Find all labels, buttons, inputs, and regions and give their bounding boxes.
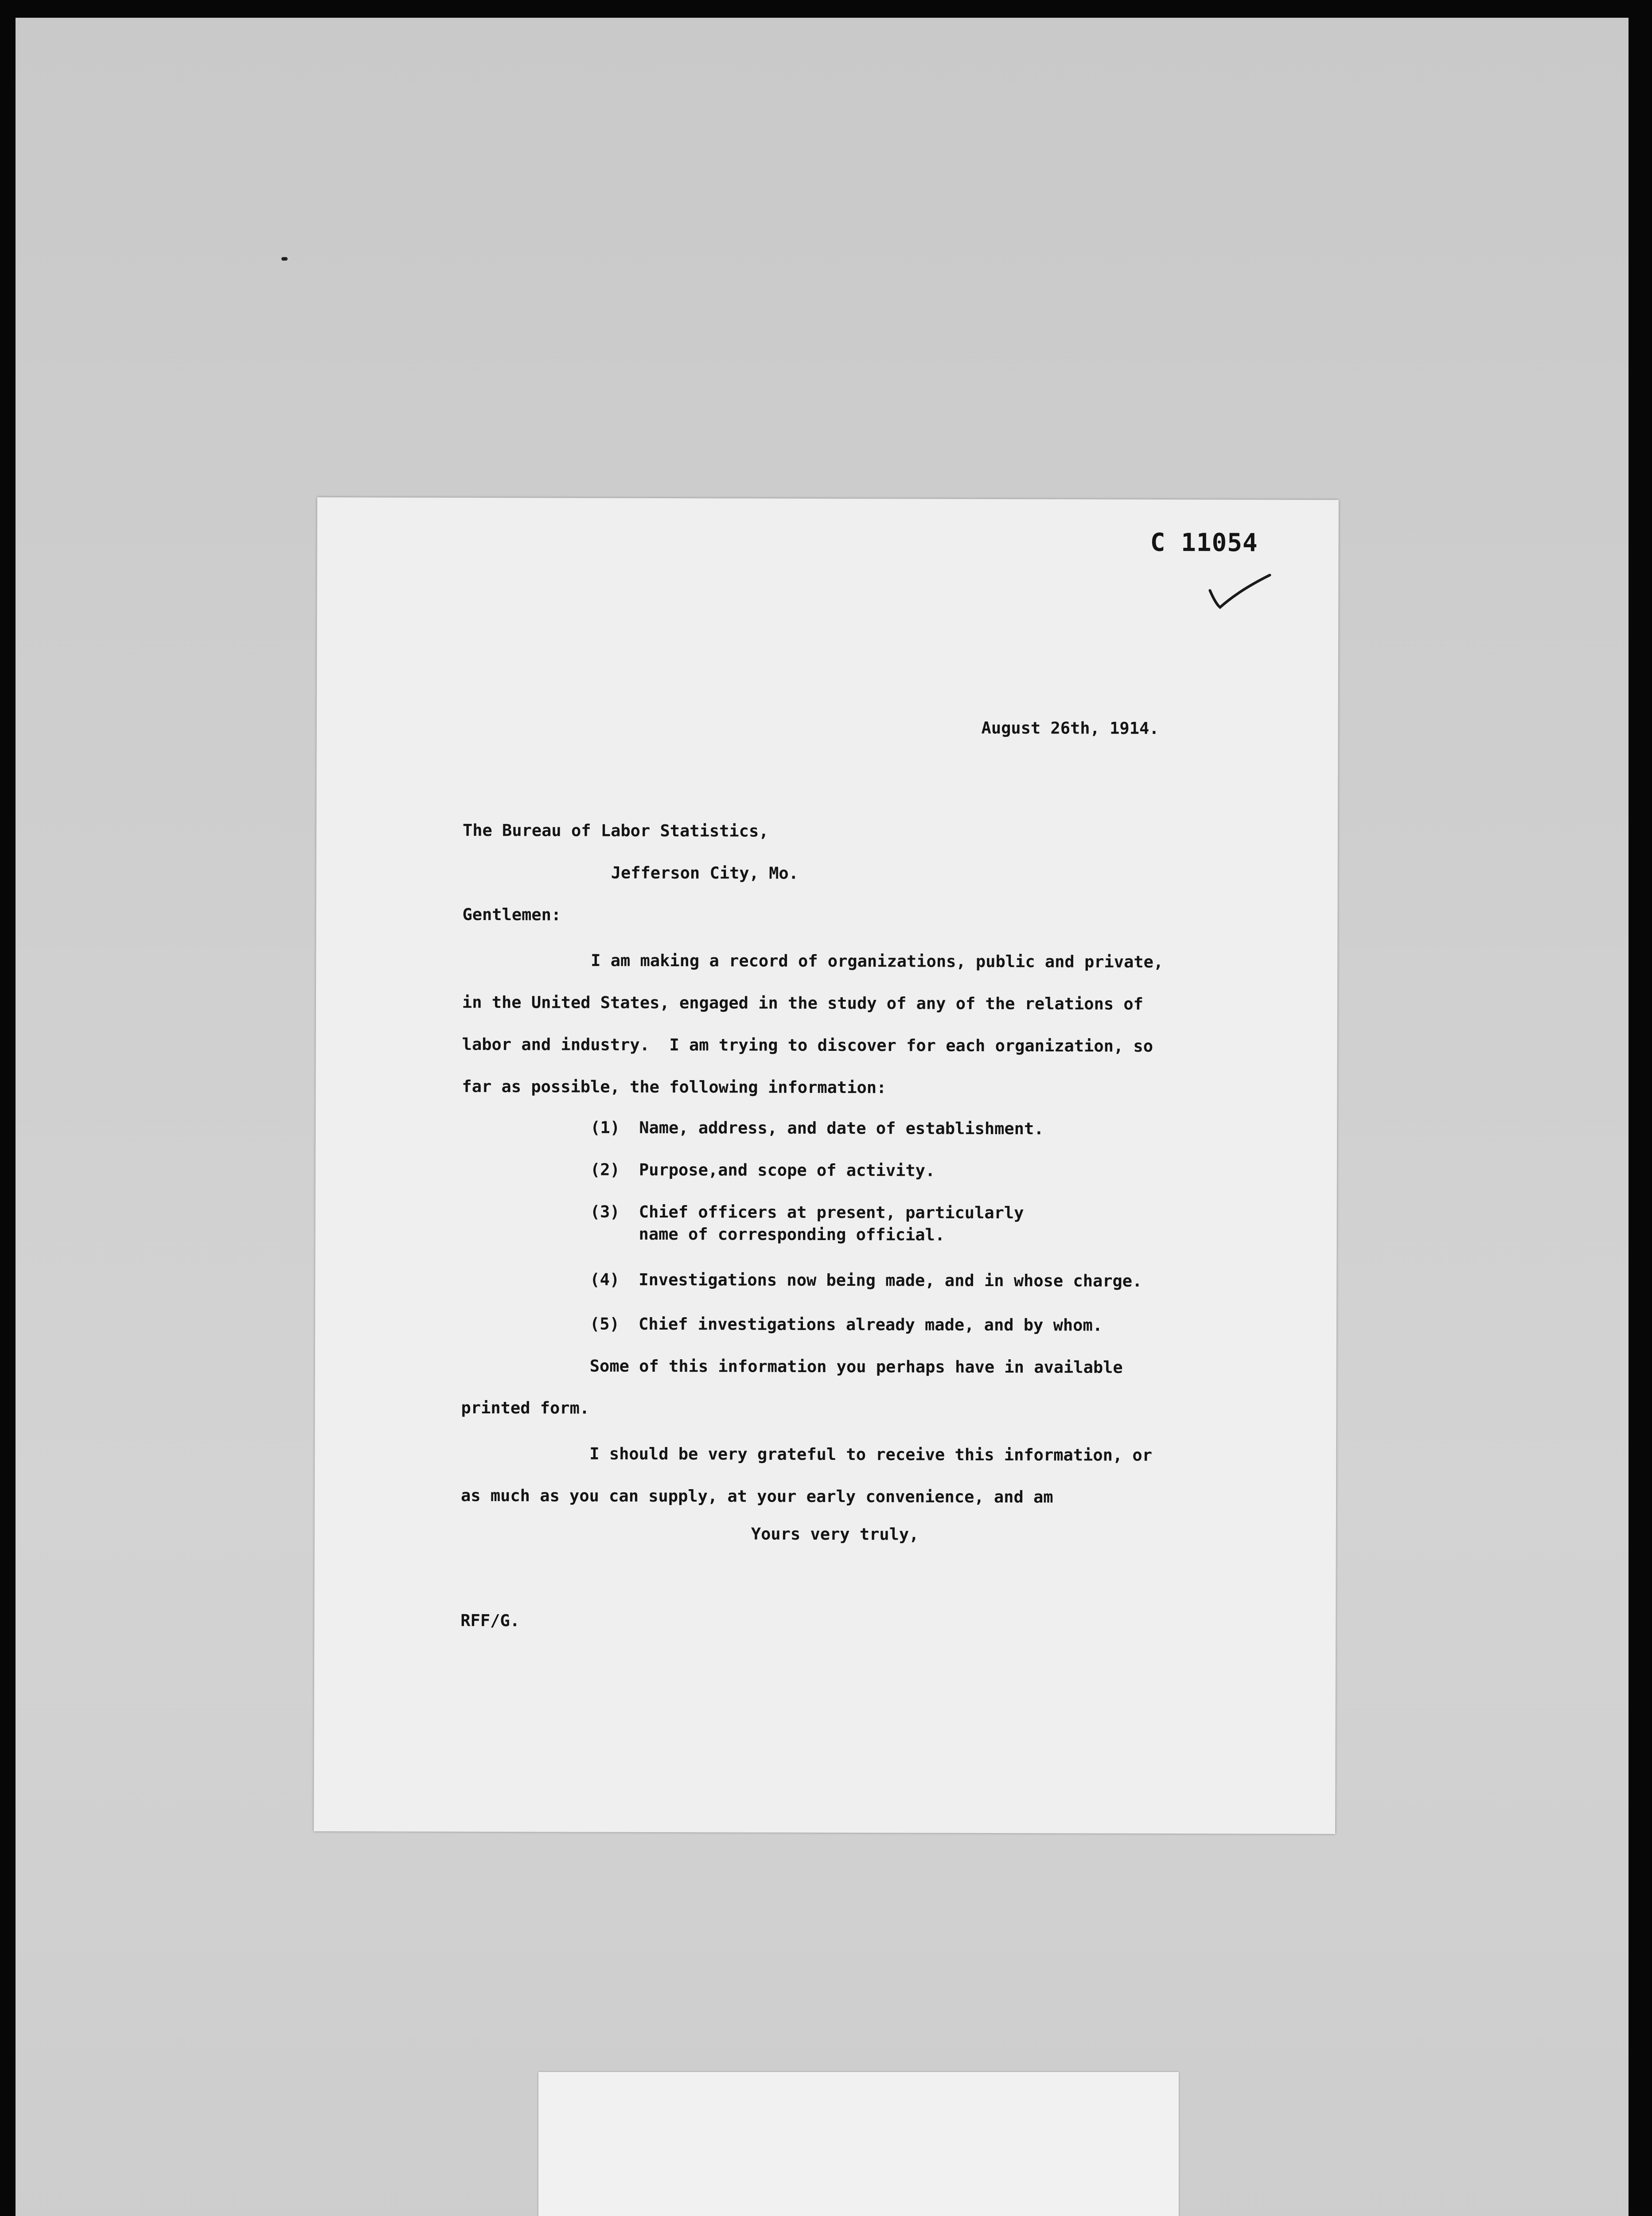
collection-label-card xyxy=(538,2072,1179,2216)
addressee-line-2: Jefferson City, Mo. xyxy=(611,863,799,883)
list-item-number: (4) xyxy=(590,1270,620,1289)
closing-line: as much as you can supply, at your early convenience, and am xyxy=(460,1486,1053,1507)
list-item-text: Purpose,and scope of activity. xyxy=(639,1160,935,1180)
body-line: in the United States, engaged in the study of any of the relations of xyxy=(462,992,1144,1014)
salutation: Gentlemen: xyxy=(462,905,561,925)
dust-speck xyxy=(281,257,288,261)
list-item-text: Investigations now being made, and in whose charge. xyxy=(639,1270,1142,1291)
closing-line: I should be very grateful to receive this information, or xyxy=(589,1444,1153,1465)
body-line: labor and industry. I am trying to discover for each organization, so xyxy=(462,1034,1153,1056)
letter-date: August 26th, 1914. xyxy=(981,718,1159,738)
list-item-text: Chief officers at present, particularly xyxy=(639,1202,1024,1223)
addressee-line-1: The Bureau of Labor Statistics, xyxy=(462,820,769,841)
body-line: far as possible, the following information: xyxy=(462,1077,887,1097)
list-item-text: name of corresponding official. xyxy=(639,1224,945,1245)
checkmark-icon xyxy=(1208,573,1274,613)
letter-page xyxy=(314,497,1339,1834)
body-line: I am making a record of organizations, public and private, xyxy=(591,951,1164,971)
closing-line: printed form. xyxy=(461,1398,590,1418)
list-item-number: (5) xyxy=(590,1314,620,1334)
reference-number: C 11054 xyxy=(1150,528,1258,558)
list-item-number: (2) xyxy=(590,1160,620,1179)
list-item-text: Chief investigations already made, and by whom. xyxy=(639,1314,1103,1335)
list-item-number: (1) xyxy=(590,1118,620,1137)
list-item-text: Name, address, and date of establishment. xyxy=(639,1118,1044,1139)
list-item-number: (3) xyxy=(590,1202,620,1221)
complimentary-close: Yours very truly, xyxy=(751,1524,919,1544)
closing-line: Some of this information you perhaps have in available xyxy=(589,1356,1123,1377)
typist-initials: RFF/G. xyxy=(460,1611,520,1631)
